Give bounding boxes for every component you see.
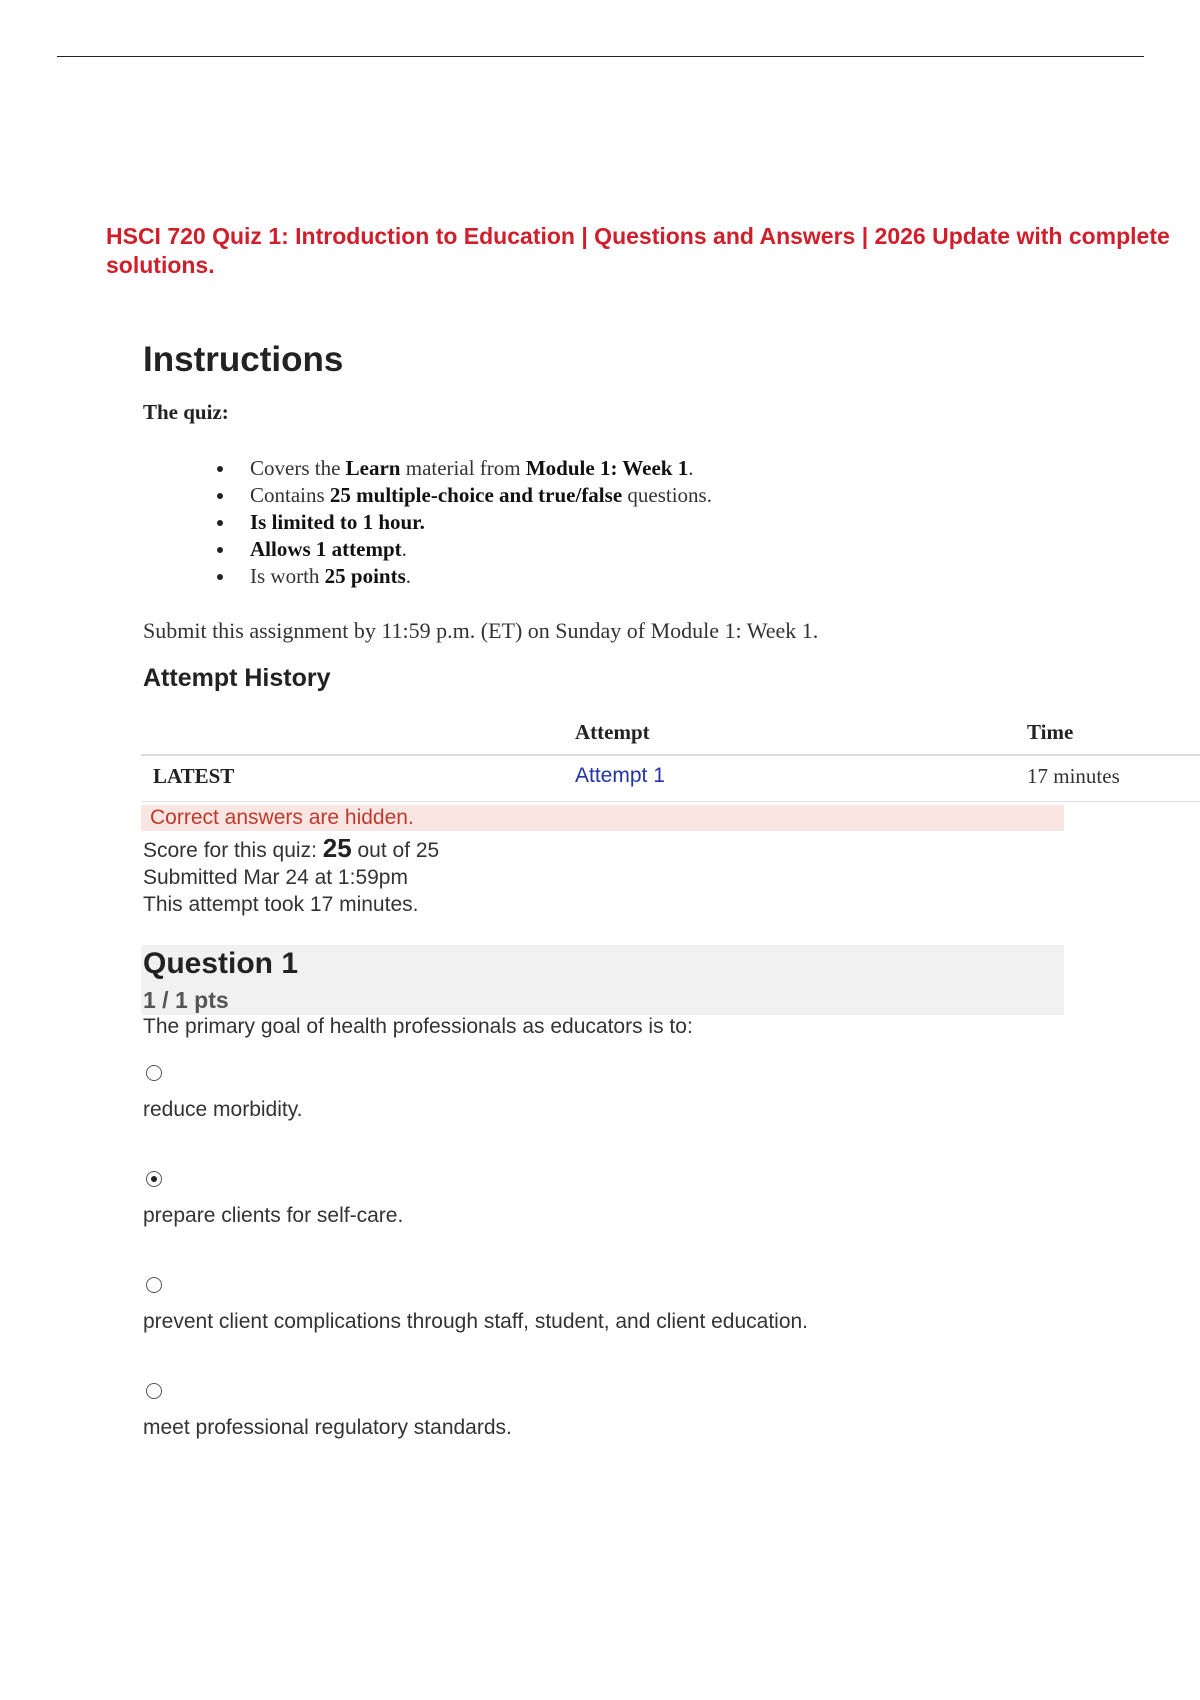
answer-radio[interactable]	[146, 1277, 162, 1293]
attempt-history-heading: Attempt History	[143, 664, 331, 692]
instructions-heading: Instructions	[143, 340, 344, 379]
question-title: Question 1	[143, 947, 299, 980]
document-title: HSCI 720 Quiz 1: Introduction to Education | Questions and Answers | 2026 Update with complete solutions.	[106, 223, 1170, 278]
question-points: 1 / 1 pts	[143, 987, 229, 1013]
column-header-attempt: Attempt	[575, 720, 650, 744]
bullet-bold-text: 25 multiple-choice and true/false	[329, 483, 623, 507]
answers-hidden-banner	[141, 805, 1064, 831]
submit-deadline-note: Submit this assignment by 11:59 p.m. (ET) on Sunday of Module 1: Week 1.	[143, 618, 819, 643]
bullet-bold-text: 25 points	[324, 564, 406, 588]
latest-label: LATEST	[153, 764, 235, 788]
score-line	[143, 833, 439, 864]
score-prefix: Score for this quiz:	[143, 839, 323, 862]
answers-hidden-text: Correct answers are hidden.	[150, 806, 414, 829]
quiz-detail-item	[215, 509, 712, 536]
quiz-detail-item	[215, 482, 712, 509]
quiz-detail-item	[215, 563, 712, 590]
bullet-icon	[217, 466, 223, 472]
quiz-detail-item	[215, 536, 712, 563]
question-text: The primary goal of health professionals as educators is to:	[143, 1015, 693, 1038]
bullet-bold-text: Is limited to 1 hour.	[250, 510, 425, 534]
table-row-divider	[141, 801, 1200, 802]
quiz-intro: The quiz:	[143, 400, 229, 424]
attempt-1-link[interactable]: Attempt 1	[575, 764, 665, 787]
bullet-text: .	[405, 564, 412, 588]
question-header	[141, 945, 1064, 1015]
score-suffix: out of 25	[351, 839, 440, 862]
bullet-bold-text: Allows 1 attempt	[250, 537, 402, 561]
bullet-text: .	[688, 456, 694, 480]
answer-radio[interactable]	[146, 1065, 162, 1081]
bullet-text: material from	[400, 456, 526, 480]
answer-text: prepare clients for self-care.	[143, 1204, 404, 1227]
bullet-text: questions.	[622, 483, 712, 507]
bullet-icon	[217, 493, 223, 499]
submitted-timestamp: Submitted Mar 24 at 1:59pm	[143, 866, 408, 889]
answer-text: reduce morbidity.	[143, 1098, 303, 1121]
quiz-detail-item	[215, 455, 712, 482]
answer-text: prevent client complications through staff, student, and client education.	[143, 1310, 809, 1333]
bullet-bold-text: Learn	[345, 456, 401, 480]
bullet-text: Covers the	[250, 456, 346, 480]
table-header-divider	[141, 754, 1200, 756]
bullet-text: Contains	[250, 483, 330, 507]
quiz-details-list	[215, 455, 712, 590]
bullet-icon	[217, 547, 223, 553]
bullet-icon	[217, 520, 223, 526]
bullet-text: Is worth	[250, 564, 325, 588]
bullet-text: .	[401, 537, 407, 561]
column-header-time: Time	[1027, 720, 1074, 744]
bullet-icon	[217, 574, 223, 580]
top-rule	[57, 56, 1144, 57]
score-value: 25	[322, 833, 352, 863]
answer-radio[interactable]	[146, 1171, 162, 1187]
attempt-time: 17 minutes	[1027, 764, 1120, 788]
attempt-duration: This attempt took 17 minutes.	[143, 893, 419, 916]
bullet-bold-text: Module 1: Week 1	[525, 456, 689, 480]
answer-radio[interactable]	[146, 1383, 162, 1399]
answer-text: meet professional regulatory standards.	[143, 1416, 512, 1439]
